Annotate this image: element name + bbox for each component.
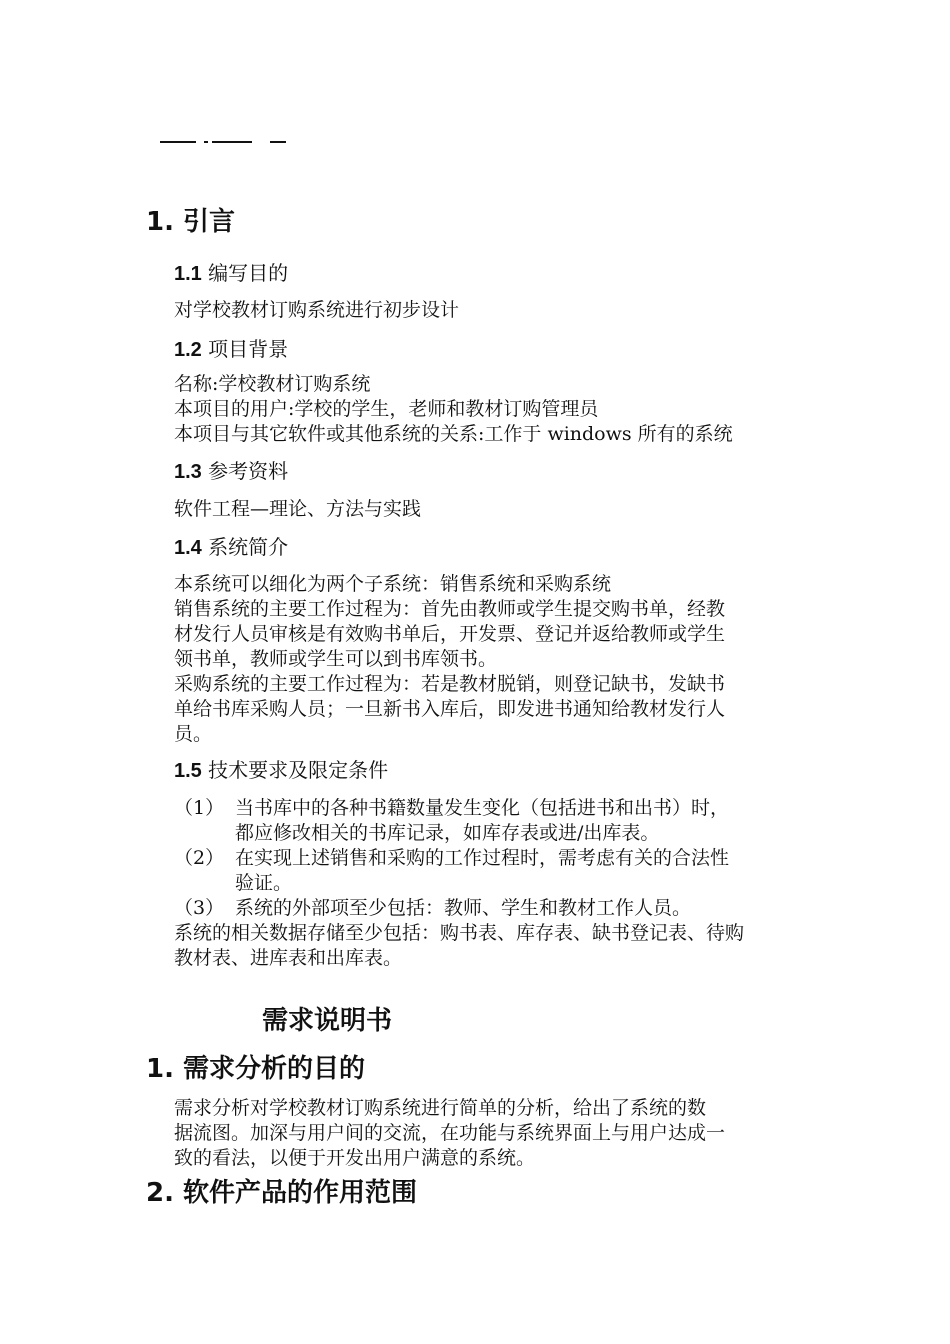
paragraph-line: 据流图。加深与用户间的交流，在功能与系统界面上与用户达成一 bbox=[174, 1122, 726, 1144]
subheading-purpose bbox=[174, 260, 288, 287]
list-item-text bbox=[235, 796, 815, 846]
paragraph-line: 在实现上述销售和采购的工作过程时，需考虑有关的合法性 bbox=[235, 847, 730, 869]
subheading-overview bbox=[174, 534, 288, 561]
list-item bbox=[174, 896, 814, 921]
paragraph-line: 致的看法，以便于开发出用户满意的系统。 bbox=[174, 1147, 536, 1169]
list-item-text bbox=[235, 846, 815, 896]
paragraph-line: 需求分析对学校教材订购系统进行简单的分析，给出了系统的数 bbox=[174, 1097, 707, 1119]
paragraph-data-stores bbox=[174, 921, 814, 971]
list-item-number: （3） bbox=[174, 897, 225, 919]
subheading-label: 技术要求及限定条件 bbox=[208, 758, 389, 782]
paragraph-line: 本系统可以细化为两个子系统：销售系统和采购系统 bbox=[174, 573, 612, 595]
list-item-number: （1） bbox=[174, 797, 225, 819]
paragraph-references bbox=[174, 497, 814, 522]
paragraph-line: 员。 bbox=[174, 723, 213, 745]
paragraph-line: 教材表、进库表和出库表。 bbox=[174, 947, 403, 969]
paragraph-line: 采购系统的主要工作过程为：若是教材脱销，则登记缺书，发缺书 bbox=[174, 673, 726, 695]
paragraph-line: 单给书库采购人员；一旦新书入库后，即发进书通知给教材发行人 bbox=[174, 698, 726, 720]
paragraph-overview bbox=[174, 572, 814, 747]
subheading-constraints bbox=[174, 757, 388, 784]
paragraph-req-purpose bbox=[174, 1096, 814, 1171]
subheading-number: 1.5 bbox=[174, 760, 202, 782]
paragraph-purpose bbox=[174, 298, 814, 323]
subheading-background bbox=[174, 336, 288, 363]
subheading-number: 1.2 bbox=[174, 339, 202, 361]
subheading-number: 1.1 bbox=[174, 263, 202, 285]
subheading-number: 1.4 bbox=[174, 537, 202, 559]
list-item bbox=[174, 846, 814, 896]
subheading-label: 项目背景 bbox=[208, 337, 289, 361]
paragraph-line: 系统的相关数据存储至少包括：购书表、库存表、缺书登记表、待购 bbox=[174, 922, 745, 944]
subheading-label: 参考资料 bbox=[208, 459, 289, 483]
header-dash-rule bbox=[160, 141, 290, 145]
subheading-number: 1.3 bbox=[174, 461, 202, 483]
dash-segment bbox=[270, 141, 286, 143]
paragraph-line: 软件工程—理论、方法与实践 bbox=[174, 498, 422, 520]
paragraph-background bbox=[174, 372, 814, 447]
dash-segment bbox=[212, 141, 252, 143]
paragraph-line: 验证。 bbox=[235, 872, 293, 894]
list-item-text bbox=[235, 896, 815, 921]
paragraph-line: 本项目与其它软件或其他系统的关系:工作于 windows 所有的系统 bbox=[174, 423, 733, 445]
section-heading-scope: 2. 软件产品的作用范围 bbox=[146, 1178, 418, 1208]
dash-segment bbox=[204, 141, 208, 143]
paragraph-line: 领书单，教师或学生可以到书库领书。 bbox=[174, 648, 498, 670]
list-item bbox=[174, 796, 814, 846]
paragraph-line: 当书库中的各种书籍数量发生变化（包括进书和出书）时， bbox=[235, 797, 730, 819]
paragraph-line: 本项目的用户:学校的学生，老师和教材订购管理员 bbox=[174, 398, 599, 420]
list-item-number: （2） bbox=[174, 847, 225, 869]
document-title: 需求说明书 bbox=[262, 1006, 393, 1036]
paragraph-line: 名称:学校教材订购系统 bbox=[174, 373, 371, 395]
section-heading-intro: 1. 引言 bbox=[146, 207, 236, 237]
dash-segment bbox=[160, 141, 196, 143]
paragraph-line: 销售系统的主要工作过程为：首先由教师或学生提交购书单，经教 bbox=[174, 598, 726, 620]
paragraph-line: 系统的外部项至少包括：教师、学生和教材工作人员。 bbox=[235, 897, 692, 919]
paragraph-line: 都应修改相关的书库记录，如库存表或进/出库表。 bbox=[235, 822, 660, 844]
subheading-label: 系统简介 bbox=[208, 535, 289, 559]
paragraph-line: 材发行人员审核是有效购书单后，开发票、登记并返给教师或学生 bbox=[174, 623, 726, 645]
subheading-references bbox=[174, 458, 288, 485]
subheading-label: 编写目的 bbox=[208, 261, 289, 285]
section-heading-req-purpose: 1. 需求分析的目的 bbox=[146, 1054, 366, 1084]
paragraph-line: 对学校教材订购系统进行初步设计 bbox=[174, 299, 460, 321]
